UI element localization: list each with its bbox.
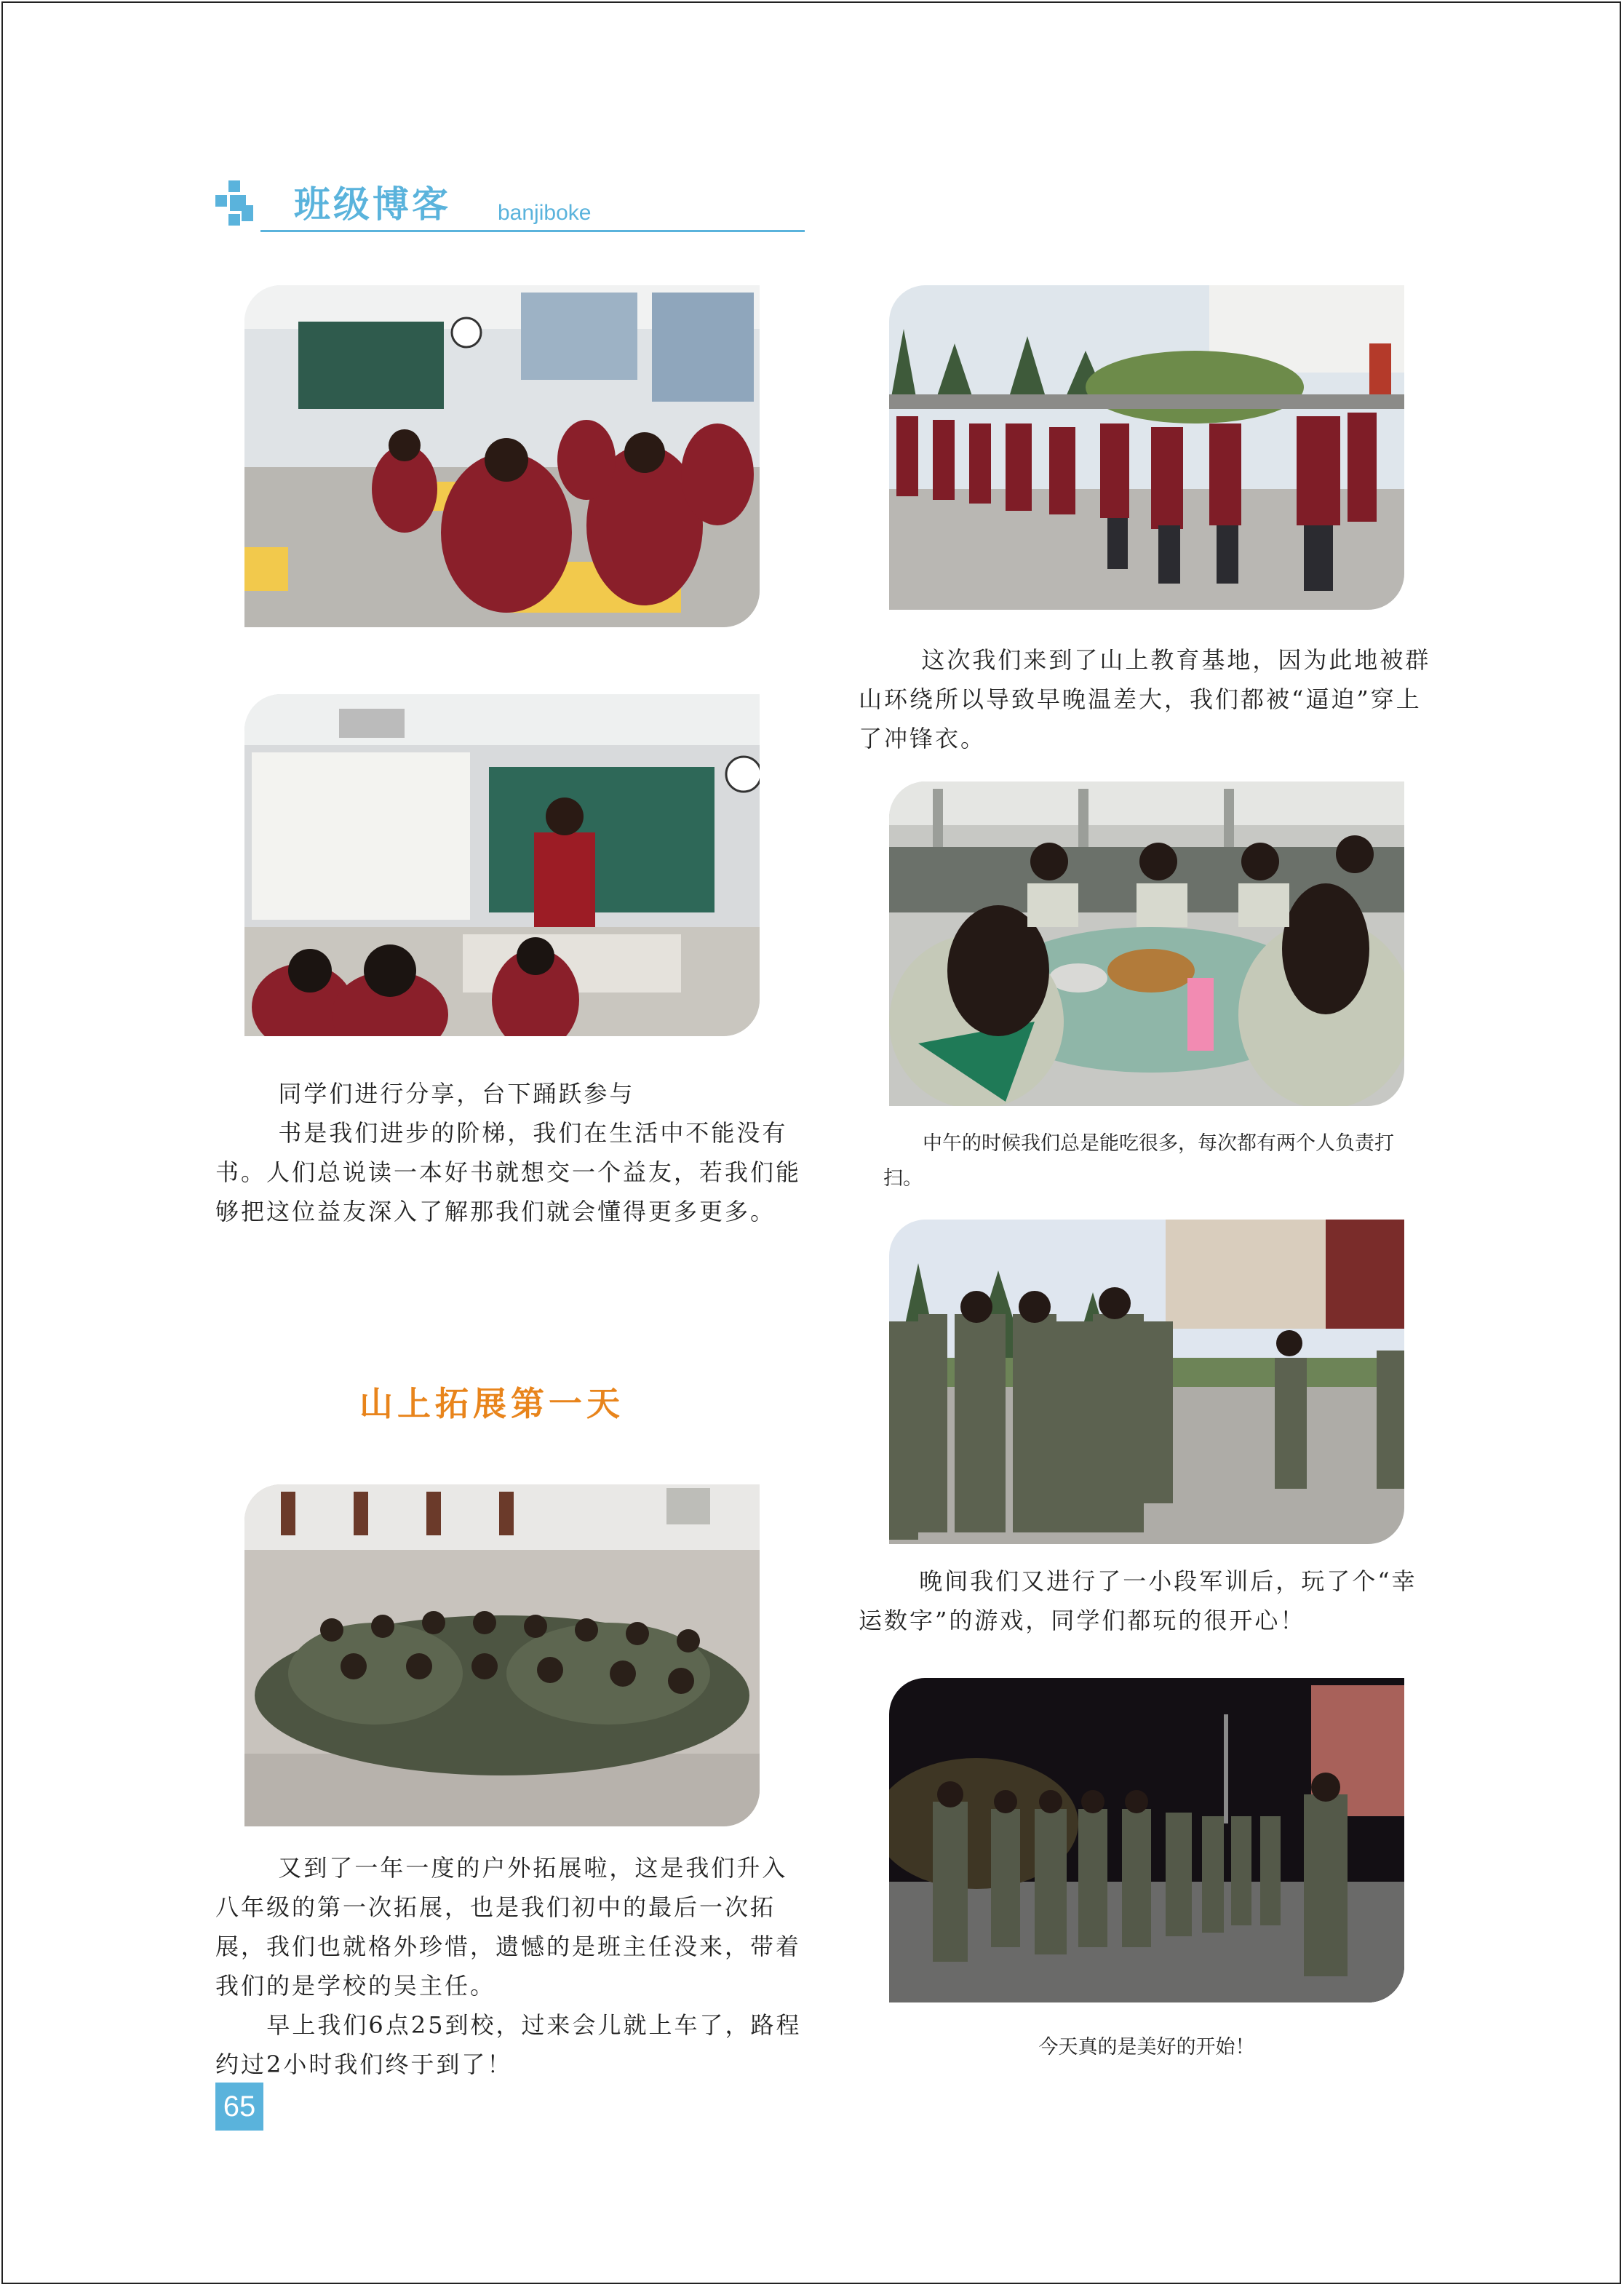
left-paragraph-1-line-1: 同学们进行分享，台下踊跃参与 [278, 1080, 635, 1107]
left-paragraph-3-body: 早上我们6点25到校，过来会儿就上车了，路程约过2小时我们终于到了！ [215, 2011, 802, 2078]
photo-classroom-students [244, 285, 760, 627]
section-header-title: 班级博客 [294, 183, 451, 226]
left-paragraph-2 [215, 1848, 806, 2084]
left-paragraph-1-line-2: 书是我们进步的阶梯，我们在生活中不能没有书。人们总说读一本好书就想交一个益友，若我们能够把这位益友深入了解那我们就会懂得更多更多。 [215, 1119, 802, 1225]
header-logo-icon [215, 180, 253, 233]
section-header-subtitle: banjiboke [498, 201, 592, 225]
right-caption-1 [859, 640, 1441, 758]
right-caption-4: 今天真的是美好的开始！ [1038, 2036, 1255, 2059]
photo-lunch-table [889, 781, 1404, 1106]
photo-night-formation [889, 1678, 1404, 2002]
right-caption-2: 中午的时候我们总是能吃很多，每次都有两个人负责打扫。 [883, 1132, 1394, 1190]
header-rule [260, 230, 805, 232]
section-title: 山上拓展第一天 [359, 1384, 624, 1423]
right-caption-1-text: 这次我们来到了山上教育基地，因为此地被群山环绕所以导致早晚温差大，我们都被“逼迫”穿上了冲锋衣。 [859, 646, 1431, 752]
left-paragraph-1 [215, 1074, 806, 1231]
photo-evening-line [889, 1220, 1404, 1544]
photo-students-walking [889, 285, 1404, 610]
right-caption-3-text: 晚间我们又进行了一小段军训后，玩了个“幸运数字”的游戏，同学们都玩的很开心！ [859, 1567, 1417, 1634]
left-paragraph-2-body: 又到了一年一度的户外拓展啦，这是我们升入八年级的第一次拓展，也是我们初中的最后一次拓展，我们也就格外珍惜，遗憾的是班主任没来，带着我们的是学校的吴主任。 [215, 1854, 802, 2000]
right-caption-3 [859, 1562, 1441, 1640]
photo-classroom-teacher [244, 694, 760, 1036]
page-number: 65 [215, 2083, 263, 2131]
photo-group-sitting [244, 1484, 760, 1826]
